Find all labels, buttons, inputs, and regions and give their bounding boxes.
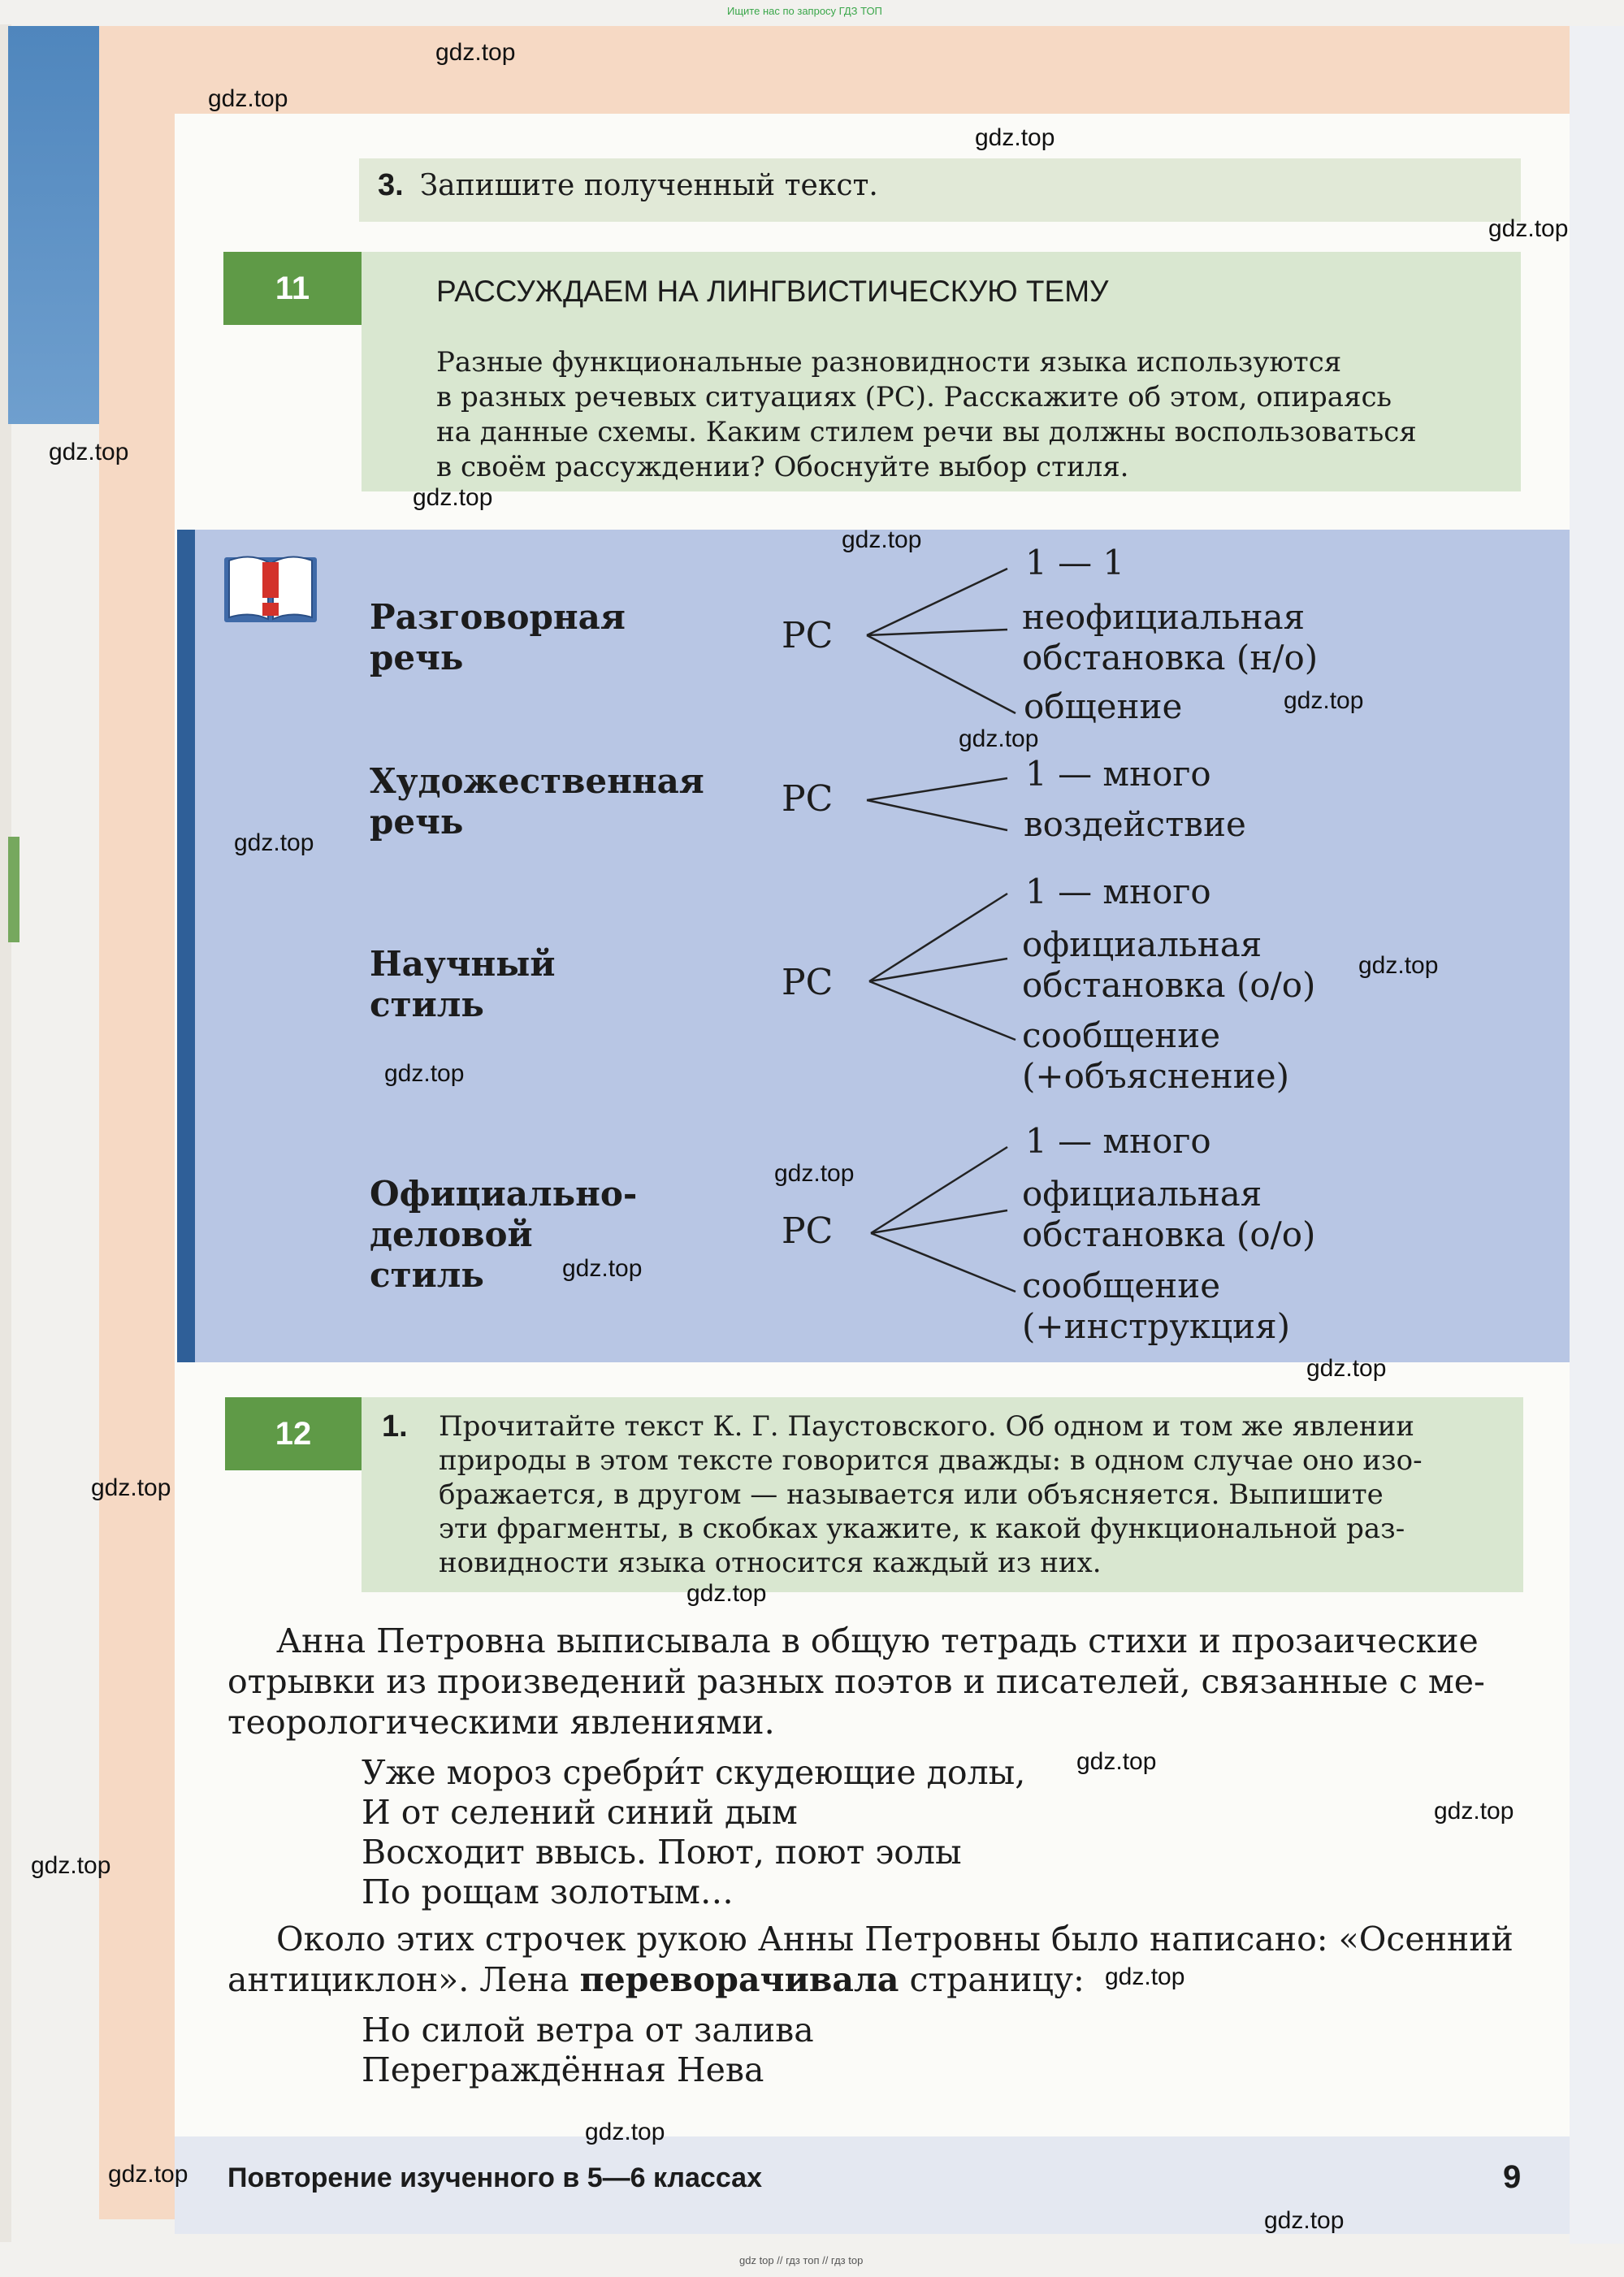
- text-line: Анна Петровна выписывала в общую тетрадь стихи и прозаические: [276, 1621, 1479, 1660]
- cover-edge-green: [8, 837, 19, 942]
- task12-line: эти фрагменты, в скобках укажите, к какой функциональной раз-: [439, 1513, 1405, 1545]
- scheme-leaf: сообщение (+объяснение): [1022, 1015, 1289, 1096]
- top-band: [99, 26, 1570, 114]
- text-run: страницу:: [899, 1960, 1085, 1999]
- verse-line: По рощам золотым…: [362, 1872, 734, 1911]
- verse-line: Переграждённая Нева: [362, 2050, 764, 2089]
- style-label-line: стиль: [370, 1255, 484, 1295]
- verse-line: Восходит ввысь. Поют, поют эолы: [362, 1833, 962, 1872]
- watermark: gdz.top: [686, 1580, 767, 1607]
- scheme-accent-bar: [177, 530, 195, 1362]
- scheme-leaf: 1 — много: [1025, 872, 1211, 911]
- task11-line: в своём рассуждении? Обоснуйте выбор стиля.: [436, 451, 1129, 483]
- watermark: gdz.top: [1434, 1798, 1514, 1825]
- watermark: gdz.top: [1076, 1748, 1157, 1775]
- watermark: gdz.top: [1306, 1355, 1387, 1382]
- bottom-note: gdz top // гдз топ // гдз top: [739, 2254, 864, 2266]
- task11-title: РАССУЖДАЕМ НА ЛИНГВИСТИЧЕСКУЮ ТЕМУ: [436, 275, 1109, 308]
- verse-line: И от селений синий дым: [362, 1793, 798, 1832]
- watermark: gdz.top: [975, 124, 1055, 151]
- exclamation-book-icon: [221, 551, 320, 628]
- footer-title: Повторение изученного в 5—6 классах: [227, 2162, 762, 2193]
- verse-2: [362, 2011, 814, 2090]
- task3-number: 3.: [378, 168, 404, 202]
- scheme-leaf: официальная обстановка (о/о): [1022, 1174, 1316, 1254]
- task12-line: природы в этом тексте говорится дважды: в одном случае оно изо-: [439, 1444, 1423, 1477]
- scheme-leaf: 1 — много: [1025, 754, 1211, 794]
- margin-band: [99, 26, 180, 2219]
- style-label-line: Научный: [370, 944, 556, 984]
- watermark: gdz.top: [413, 484, 493, 511]
- text-run: антициклон». Лена: [227, 1960, 580, 1999]
- cover-edge-blue: [8, 26, 99, 424]
- task11-line: на данные схемы. Каким стилем речи вы должны воспользоваться: [436, 416, 1417, 448]
- scheme-leaf: воздействие: [1024, 804, 1246, 844]
- text-line: Около этих строчек рукою Анны Петровны было написано: «Осенний: [276, 1920, 1514, 1959]
- rs-label: РС: [782, 962, 834, 1003]
- scheme-leaf: общение: [1024, 686, 1183, 726]
- style-label-hudozhestvennaya: [370, 761, 704, 842]
- rs-label: РС: [782, 1210, 834, 1252]
- watermark: gdz.top: [1264, 2207, 1345, 2234]
- verse-1: [362, 1753, 1025, 1912]
- task11-badge: 11: [223, 252, 362, 325]
- text-line: [227, 1959, 1527, 2000]
- text-bold-word: переворачивала: [579, 1960, 899, 1999]
- rs-label: РС: [782, 615, 834, 656]
- style-label-nauchny: [370, 944, 556, 1025]
- watermark: gdz.top: [842, 526, 922, 553]
- watermark: gdz.top: [1488, 215, 1569, 242]
- style-label-line: Официально-: [370, 1174, 638, 1214]
- watermark: gdz.top: [1358, 952, 1439, 979]
- style-label-line: речь: [370, 638, 464, 677]
- watermark: gdz.top: [774, 1160, 855, 1187]
- task11-line: Разные функциональные разновидности языка используются: [436, 346, 1342, 379]
- watermark: gdz.top: [31, 1852, 111, 1879]
- task12-line: Прочитайте текст К. Г. Паустовского. Об одном и том же явлении: [439, 1410, 1414, 1443]
- watermark: gdz.top: [208, 85, 288, 112]
- style-label-line: Художественная: [370, 761, 704, 801]
- page-number: 9: [1503, 2159, 1522, 2195]
- task12-body: [439, 1409, 1505, 1580]
- watermark: gdz.top: [108, 2161, 188, 2188]
- style-label-line: деловой: [370, 1214, 533, 1254]
- scheme-leaf: 1 — много: [1025, 1121, 1211, 1161]
- watermark: gdz.top: [959, 725, 1039, 752]
- watermark: gdz.top: [1105, 1963, 1185, 1990]
- verse-line: Но силой ветра от залива: [362, 2011, 814, 2050]
- rs-label: РС: [782, 778, 834, 820]
- scheme-leaf: неофициальная обстановка (н/о): [1022, 597, 1319, 677]
- task3: [378, 168, 878, 203]
- top-note: Ищите нас по запросу ГДЗ ТОП: [727, 5, 882, 17]
- style-label-razgovornaya: [370, 597, 626, 678]
- task12-sub-number: 1.: [382, 1409, 408, 1444]
- scheme-leaf: сообщение (+инструкция): [1022, 1266, 1291, 1346]
- task11-body: [436, 345, 1501, 485]
- watermark: gdz.top: [1284, 687, 1364, 714]
- style-label-line: Разговорная: [370, 597, 626, 637]
- watermark: gdz.top: [49, 439, 129, 465]
- text-paragraph-2: [227, 1919, 1527, 2000]
- watermark: gdz.top: [585, 2119, 665, 2145]
- style-label-line: речь: [370, 802, 464, 842]
- scheme-leaf: 1 — 1: [1025, 543, 1125, 582]
- text-line: теорологическими явлениями.: [227, 1703, 775, 1742]
- task12-line: новидности языка относится каждый из них.: [439, 1547, 1102, 1579]
- task3-text: Запишите полученный текст.: [419, 169, 878, 202]
- watermark: gdz.top: [435, 39, 516, 66]
- verse-line: Уже мороз сребри́т скудеющие долы,: [362, 1753, 1026, 1792]
- watermark: gdz.top: [562, 1255, 643, 1282]
- scheme-leaf: официальная обстановка (о/о): [1022, 924, 1316, 1005]
- watermark: gdz.top: [384, 1060, 465, 1087]
- task12-badge: 12: [225, 1397, 362, 1470]
- style-label-line: стиль: [370, 985, 484, 1024]
- watermark: gdz.top: [91, 1474, 171, 1501]
- right-edge: [1570, 26, 1624, 2244]
- text-paragraph-1: [227, 1621, 1527, 1742]
- task11-line: в разных речевых ситуациях (РС). Расскажите об этом, опираясь: [436, 381, 1392, 413]
- watermark: gdz.top: [234, 829, 314, 856]
- text-line: отрывки из произведений разных поэтов и писателей, связанные с ме-: [227, 1662, 1485, 1701]
- task12-line: бражается, в другом — называется или объясняется. Выпишите: [439, 1478, 1384, 1511]
